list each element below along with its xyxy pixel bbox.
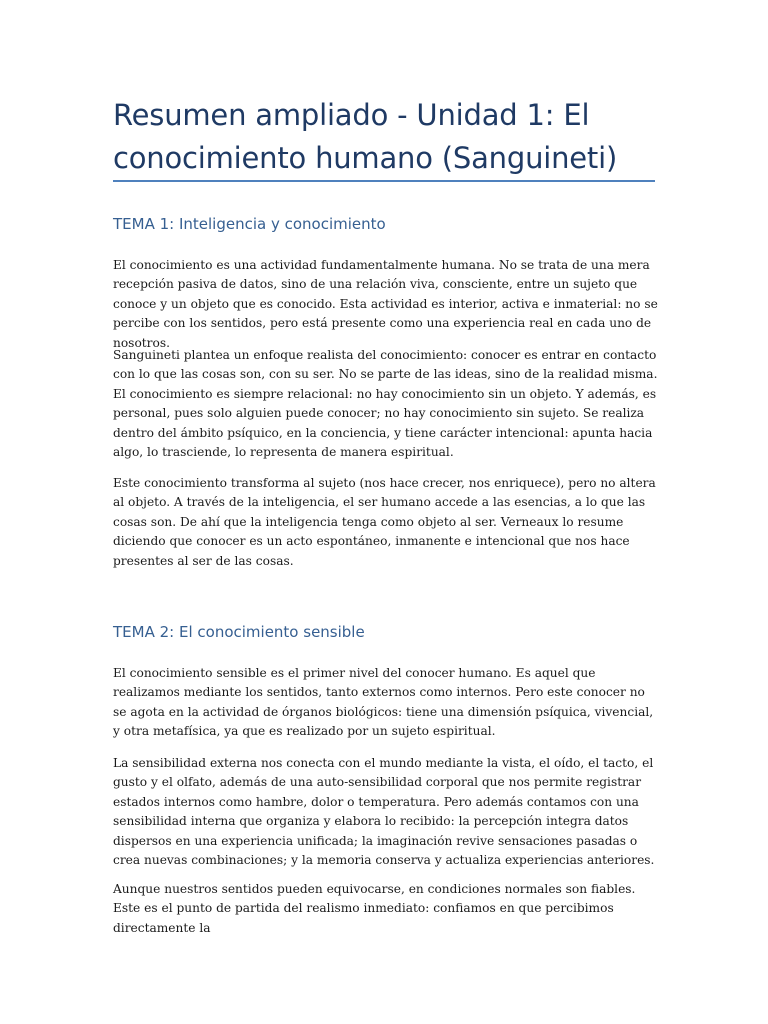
- document-title: Resumen ampliado - Unidad 1: El conocimiento humano (Sanguineti): [113, 98, 618, 175]
- title-underline-rule: [113, 180, 655, 182]
- section-heading-tema-2: TEMA 2: El conocimiento sensible: [113, 623, 365, 641]
- paragraph: Este conocimiento transforma al sujeto (nos hace crecer, nos enriquece), pero no altera al objeto. A través de la inteligencia, el ser humano accede a las esencias, a lo que las cosas son. De ahí que la inteligencia tenga como objeto al ser. Verneaux lo resume diciendo que conocer es un acto espontáneo, inmanente e intencional que nos hace presentes al ser de las cosas.: [113, 476, 656, 568]
- paragraph: El conocimiento es una actividad fundamentalmente humana. No se trata de una mera recepción pasiva de datos, sino de una relación viva, consciente, entre un sujeto que conoce y un objeto que es conocido. Esta actividad es interior, activa e inmaterial: no se percibe con los sentidos, pero está presente como una experiencia real en cada uno de nosotros.: [113, 258, 658, 350]
- paragraph: Sanguineti plantea un enfoque realista del conocimiento: conocer es entrar en contacto con lo que las cosas son, con su ser. No se parte de las ideas, sino de la realidad misma. El conocimiento es siempre relacional: no hay conocimiento sin un objeto. Y además, es personal, pues solo alguien puede conocer; no hay conocimiento sin sujeto. Se realiza dentro del ámbito psíquico, en la conciencia, y tiene carácter intencional: apunta hacia algo, lo trasciende, lo representa de manera espiritual.: [113, 348, 658, 460]
- paragraph: El conocimiento sensible es el primer nivel del conocer humano. Es aquel que realizamos mediante los sentidos, tanto externos como internos. Pero este conocer no se agota en la actividad de órganos biológicos: tiene una dimensión psíquica, vivencial, y otra metafísica, ya que es realizado por un sujeto espiritual.: [113, 666, 654, 739]
- section-heading-tema-1: TEMA 1: Inteligencia y conocimiento: [113, 215, 386, 233]
- paragraph: Aunque nuestros sentidos pueden equivocarse, en condiciones normales son fiables. Este es el punto de partida del realismo inmediato: confiamos en que percibimos directamente la: [113, 882, 636, 935]
- paragraph: La sensibilidad externa nos conecta con el mundo mediante la vista, el oído, el tacto, el gusto y el olfato, además de una auto-sensibilidad corporal que nos permite registrar estados internos como hambre, dolor o temperatura. Pero además contamos con una sensibilidad interna que organiza y elabora lo recibido: la percepción integra datos dispersos en una experiencia unificada; la imaginación revive sensaciones pasadas o crea nuevas combinaciones; y la memoria conserva y actualiza experiencias anteriores.: [113, 756, 655, 868]
